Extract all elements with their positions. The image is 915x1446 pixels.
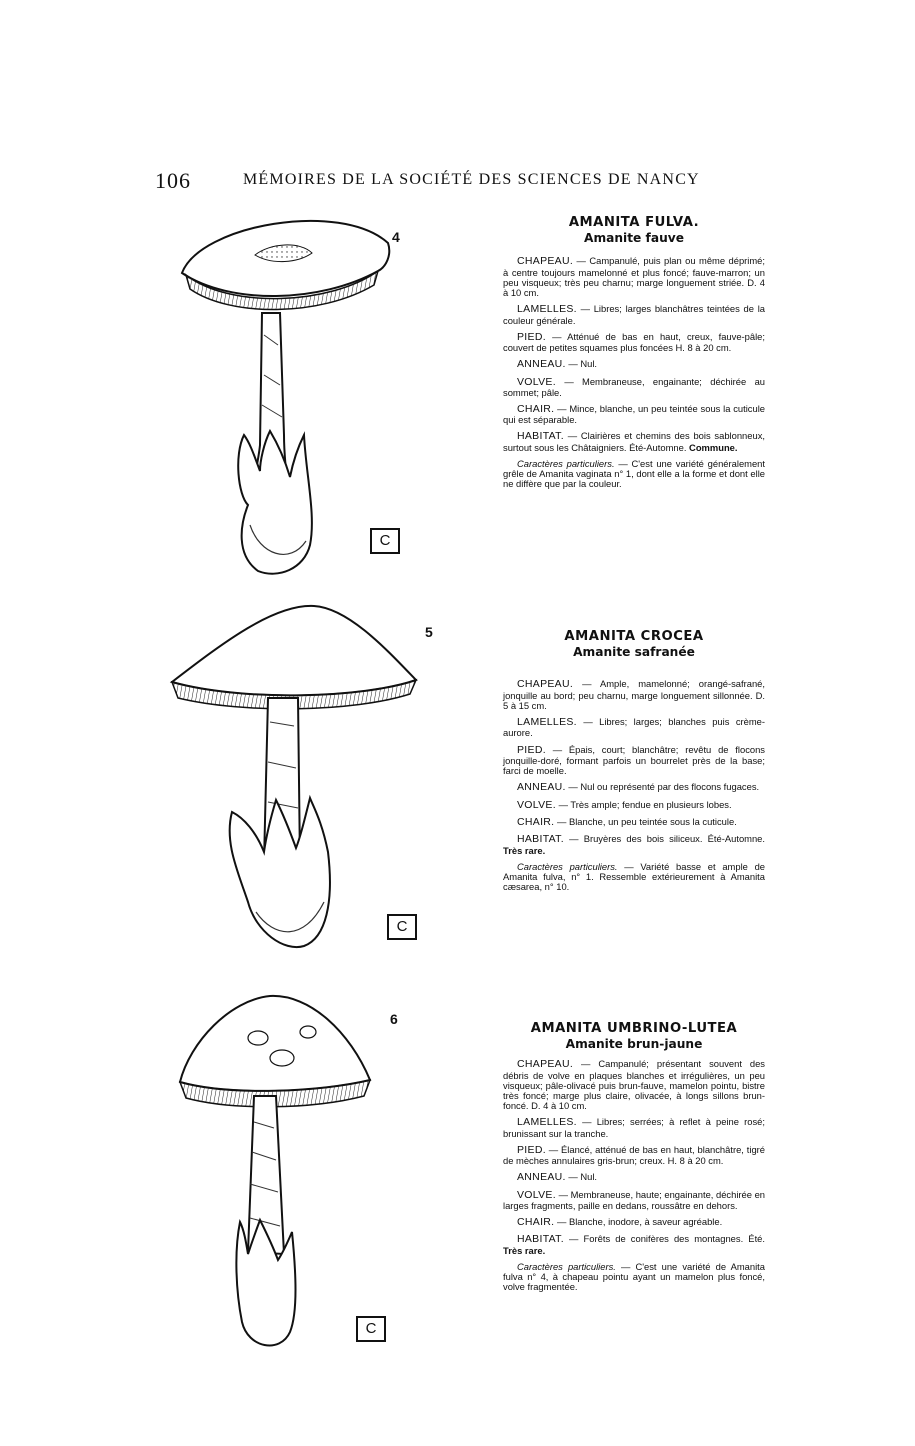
species-common-name: Amanite brun-jaune [565, 1037, 703, 1052]
figure-number-5: 5 [425, 624, 433, 640]
description-stem [503, 332, 765, 353]
figure-number-4: 4 [392, 229, 400, 245]
section-text: — Campanulé, puis plan ou même déprimé; à centre toujours mamelonné et plus foncé; fauve-marron; un peu visqueux; très peu charnu; marge longuement striée. D. 4 à 10 cm. [503, 255, 765, 299]
rarity-label: Très rare. [503, 1244, 546, 1256]
section-label: LAMELLES. [517, 1116, 577, 1129]
section-text: — Atténué de bas en haut, creux, fauve-pâle; couvert de petites squames plus foncées H. 8 à 20 cm. [503, 330, 765, 354]
section-label: CHAPEAU. [517, 678, 574, 691]
section-label: ANNEAU. [517, 358, 566, 371]
section-text: — Forêts de conifères des montagnes. Été. [563, 1233, 765, 1245]
description-habitat [503, 431, 765, 452]
description-ring [503, 782, 765, 793]
species-scientific-name: AMANITA FULVA. [568, 215, 700, 230]
description-gills [503, 717, 765, 738]
description-gills [503, 304, 765, 325]
section-label: CHAPEAU. [517, 1058, 574, 1071]
section-text: — Élancé, atténué de bas en haut, blanchâtre, tigré de mèches annulaires gris-brun; creux. H. 8 à 20 cm. [503, 1143, 765, 1167]
description-flesh [503, 404, 765, 425]
section-text: — Mince, blanche, un peu teintée sous la cuticule qui est séparable. [503, 403, 765, 426]
particular-characters-note [503, 1262, 765, 1292]
figure-code-box: C [387, 914, 417, 940]
section-label: VOLVE. [517, 1188, 556, 1201]
mushroom-illustration-umbrino-lutea [160, 992, 390, 1367]
description-volva [503, 800, 765, 811]
section-text: — Membraneuse, engainante; déchirée au sommet; pâle. [503, 375, 765, 398]
section-label: VOLVE. [517, 375, 556, 388]
figure-code-box: C [370, 528, 400, 554]
page-number: 106 [155, 168, 191, 193]
section-text: — Nul. [565, 1171, 598, 1183]
running-title: MÉMOIRES DE LA SOCIÉTÉ DES SCIENCES DE NANCY [243, 171, 700, 188]
section-label: LAMELLES. [517, 303, 577, 316]
description-gills [503, 1117, 765, 1138]
species-entry-umbrino-lutea [503, 1022, 765, 1298]
section-text: — Membraneuse, haute; engainante, déchirée en larges fragments, paille en dedans, roussâtre en dehors. [503, 1188, 765, 1211]
section-text: — Nul ou représenté par des flocons fugaces. [565, 781, 760, 793]
description-cap [503, 1059, 765, 1111]
description-ring [503, 359, 765, 370]
section-label: HABITAT. [517, 1233, 564, 1246]
species-scientific-name: AMANITA UMBRINO-LUTEA [530, 1021, 738, 1036]
rarity-label: Très rare. [503, 844, 546, 856]
mushroom-illustration-crocea [164, 602, 424, 962]
section-text: — Libres; larges; blanches puis crème-aurore. [503, 716, 765, 739]
section-text: — Épais, court; blanchâtre; revêtu de flocons jonquille-doré, formant parfois un bourrelet près de la base; farci de moelle. [503, 743, 765, 777]
description-habitat [503, 1234, 765, 1255]
description-cap [503, 679, 765, 711]
section-text: — Libres; larges blanchâtres teintées de la couleur générale. [503, 303, 765, 326]
description-volva [503, 1190, 765, 1211]
species-scientific-name: AMANITA CROCEA [564, 629, 704, 644]
note-text: — Variété basse et ample de Amanita fulva, n° 1. Ressemble extérieurement à Amanita cæsarea, n° 10. [503, 860, 766, 892]
species-entry-fulva [503, 216, 765, 495]
note-label: Caractères particuliers. [517, 860, 618, 872]
figure-number-6: 6 [390, 1011, 398, 1027]
species-common-name: Amanite fauve [584, 231, 684, 246]
section-text: — Bruyères des bois siliceux. Été-Automne. [563, 833, 765, 845]
description-ring [503, 1172, 765, 1183]
description-habitat [503, 834, 765, 855]
note-text: — C'est une variété de Amanita fulva n° 4, à chapeau pointu ayant un mamelon plus foncé, volve fragmentée. [503, 1260, 766, 1293]
note-text: — C'est une variété généralement grêle de Amanita vaginata n° 1, dont elle a la forme et dont elle ne diffère que par la couleur. [503, 457, 765, 490]
section-text: — Campanulé; présentant souvent des débris de volve en plaques blanches et irrégulières, un peu visqueux; pâle-olivacé puis brun-fauve, mamelon pointu, bistre très foncé; marge plus claire, olivacée, à longs sillons brun-foncé. D. 4 à 10 cm. [503, 1058, 765, 1112]
section-text: — Blanche, inodore, à saveur agréable. [554, 1216, 723, 1228]
section-label: HABITAT. [517, 833, 564, 846]
section-label: HABITAT. [517, 430, 564, 443]
section-label: CHAIR. [517, 403, 555, 415]
description-flesh [503, 817, 765, 828]
figure-code-box: C [356, 1316, 386, 1342]
section-label: ANNEAU. [517, 781, 566, 794]
section-text: — Clairières et chemins des bois sablonneux, surtout sous les Châtaigniers. Été-Automne. [503, 430, 765, 453]
particular-characters-note [503, 862, 765, 892]
section-label: ANNEAU. [517, 1171, 566, 1184]
section-label: CHAIR. [517, 815, 555, 828]
section-text: — Très ample; fendue en plusieurs lobes. [555, 798, 732, 810]
description-stem [503, 1145, 765, 1166]
note-label: Caractères particuliers. [517, 1260, 616, 1272]
species-common-name: Amanite safranée [573, 645, 695, 660]
section-label: PIED. [517, 743, 546, 756]
section-label: PIED. [517, 330, 546, 343]
section-text: — Ample, mamelonné; orangé-safrané, jonquille au bord; peu charnu, marge longuement sillonnée. D. 5 à 15 cm. [503, 678, 765, 711]
section-label: LAMELLES. [517, 716, 577, 729]
section-label: VOLVE. [517, 798, 556, 811]
section-text: — Nul. [565, 358, 598, 370]
note-label: Caractères particuliers. [517, 457, 615, 469]
section-label: CHAIR. [517, 1216, 555, 1229]
section-label: PIED. [517, 1143, 546, 1156]
section-text: — Libres; serrées; à reflet à peine rosé; brunissant sur la tranche. [503, 1116, 765, 1139]
description-stem [503, 745, 765, 777]
species-entry-crocea [503, 630, 765, 898]
description-volva [503, 377, 765, 398]
description-flesh [503, 1217, 765, 1228]
particular-characters-note [503, 459, 765, 489]
section-label: CHAPEAU. [517, 255, 574, 268]
rarity-label: Commune. [686, 441, 738, 453]
section-text: — Blanche, un peu teintée sous la cuticule. [554, 815, 737, 827]
description-cap [503, 256, 765, 298]
